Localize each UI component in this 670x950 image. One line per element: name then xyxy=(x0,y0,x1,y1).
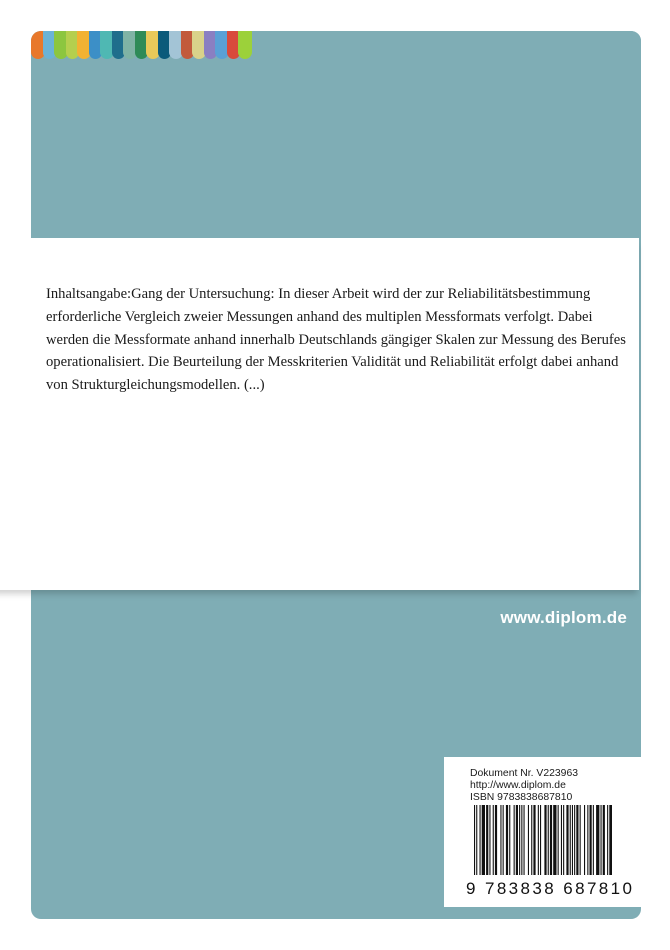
barcode-bar xyxy=(489,805,490,875)
barcode-bar xyxy=(476,805,477,875)
barcode-bar xyxy=(566,805,568,875)
barcode-bar xyxy=(521,805,522,875)
barcode-bar xyxy=(482,805,485,875)
barcode-bar xyxy=(480,805,481,875)
barcode-bar xyxy=(563,805,564,875)
barcode-bar xyxy=(540,805,541,875)
barcode-bar xyxy=(587,805,588,875)
barcode-bar xyxy=(503,805,504,875)
barcode-bar xyxy=(601,805,602,875)
barcode-bar xyxy=(514,805,515,875)
top-color-panel xyxy=(31,31,641,269)
barcode-bar xyxy=(607,805,608,875)
barcode-bar xyxy=(533,805,535,875)
publisher-website[interactable]: www.diplom.de xyxy=(500,608,627,627)
document-number: Dokument Nr. V223963 xyxy=(470,768,579,779)
publisher-url: http://www.diplom.de xyxy=(470,780,566,791)
barcode-bar xyxy=(538,805,539,875)
barcode-bar xyxy=(580,805,581,875)
barcode-bar xyxy=(495,805,497,875)
color-stripe xyxy=(238,31,252,59)
barcode-bar xyxy=(603,805,605,875)
barcode-bar xyxy=(544,805,546,875)
barcode-bar xyxy=(590,805,592,875)
color-stripes xyxy=(31,31,250,59)
barcode-bar xyxy=(474,805,475,875)
barcode-bar xyxy=(574,805,575,875)
barcode-bar xyxy=(524,805,525,875)
barcode-bar xyxy=(493,805,494,875)
barcode-bar xyxy=(584,805,585,875)
barcode-bar xyxy=(506,805,508,875)
barcode-bar xyxy=(561,805,562,875)
barcode-bar xyxy=(516,805,518,875)
barcode-bar xyxy=(531,805,532,875)
barcode-bar xyxy=(509,805,510,875)
barcode-bar xyxy=(528,805,529,875)
barcode-bar xyxy=(570,805,571,875)
barcode-digits: 9 783838 687810 xyxy=(466,879,635,898)
barcode-bar xyxy=(596,805,599,875)
barcode-bar xyxy=(519,805,520,875)
barcode-bar xyxy=(548,805,549,875)
barcode-label xyxy=(444,757,641,907)
barcode-bar xyxy=(553,805,556,875)
barcode-bar xyxy=(550,805,552,875)
barcode-bar xyxy=(558,805,559,875)
isbn-text: ISBN 9783838687810 xyxy=(470,792,573,803)
abstract-text: Inhaltsangabe:Gang der Untersuchung: In dieser Arbeit wird der zur Reliabilitätsbestimmung erforderliche Vergleich zweier Messungen anhand des multiplen Messformats verfolgt. Dabei werden die Messformate anhand innerhalb Deutschlands gängiger Skalen zur Messung des Berufes operationalisiert. Die Beurteilung der Messkriterien Validität und Reliabilität erfolgt dabei anhand von Strukturgleichungsmodellen. (...) xyxy=(46,286,626,394)
barcode-bar xyxy=(572,805,573,875)
barcode-bar xyxy=(593,805,594,875)
barcode-bar xyxy=(576,805,578,875)
barcode-bar xyxy=(609,805,612,875)
barcode-bar xyxy=(500,805,501,875)
barcode-bars xyxy=(474,805,612,883)
barcode-bar xyxy=(486,805,488,875)
